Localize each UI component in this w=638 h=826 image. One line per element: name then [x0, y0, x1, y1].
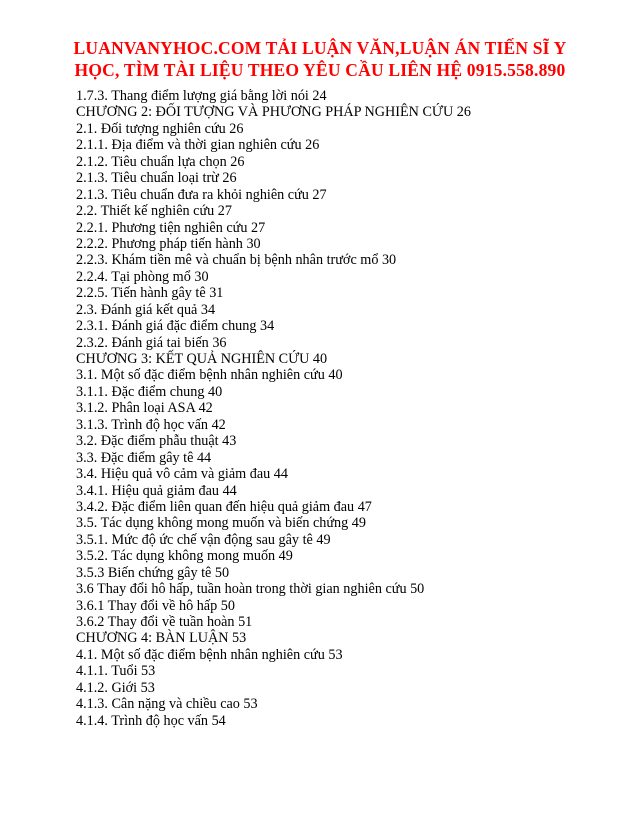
toc-entry: 3.1.2. Phân loại ASA 42	[76, 400, 213, 417]
toc-entry: 3.2. Đặc điểm phẫu thuật 43	[76, 433, 237, 450]
toc-entry: 1.7.3. Thang điểm lượng giá bằng lời nói 24	[76, 88, 327, 104]
toc-entry: 2.2.2. Phương pháp tiến hành 30	[76, 235, 261, 252]
toc-entry: 3.5. Tác dụng không mong muốn và biến chứng 49	[76, 515, 366, 532]
toc-entry: 3.6 Thay đổi hô hấp, tuần hoàn trong thời gian nghiên cứu 50	[76, 581, 425, 598]
toc-entry: 4.1.1. Tuổi 53	[76, 663, 156, 680]
toc-entry: 2.2.3. Khám tiền mê và chuẩn bị bệnh nhân trước mổ 30	[76, 252, 397, 269]
toc-entry: 2.2.1. Phương tiện nghiên cứu 27	[76, 219, 266, 236]
toc-entry: 3.6.1 Thay đổi về hô hấp 50	[76, 597, 235, 614]
toc-entry: 4.1.3. Cân nặng và chiều cao 53	[76, 696, 258, 713]
toc-entry: 2.2.5. Tiến hành gây tê 31	[76, 285, 224, 302]
toc-entry: CHƯƠNG 2: ĐỐI TƯỢNG VÀ PHƯƠNG PHÁP NGHIÊN CỨU 26	[76, 104, 471, 121]
toc-entry: 3.1.1. Đặc điểm chung 40	[76, 383, 223, 400]
toc-entry: 3.5.1. Mức độ ức chế vận động sau gây tê 49	[76, 531, 331, 548]
table-of-contents	[76, 88, 616, 729]
toc-entry: 2.1.2. Tiêu chuẩn lựa chọn 26	[76, 153, 245, 170]
toc-entry: 2.3. Đánh giá kết quả 34	[76, 301, 216, 318]
toc-entry: 3.5.2. Tác dụng không mong muốn 49	[76, 548, 293, 565]
toc-entry: 3.4.2. Đặc điểm liên quan đến hiệu quả giảm đau 47	[76, 498, 372, 515]
toc-entry: 4.1. Một số đặc điểm bệnh nhân nghiên cứu 53	[76, 646, 343, 663]
page-header	[40, 38, 600, 81]
toc-entry: 3.3. Đặc điểm gây tê 44	[76, 449, 212, 466]
toc-entry: 2.2.4. Tại phòng mổ 30	[76, 268, 209, 285]
toc-entry: 2.2. Thiết kế nghiên cứu 27	[76, 203, 232, 220]
toc-entry: 2.1.3. Tiêu chuẩn loại trừ 26	[76, 170, 237, 187]
toc-entry: 2.1.3. Tiêu chuẩn đưa ra khỏi nghiên cứu 27	[76, 186, 327, 203]
toc-entry: CHƯƠNG 4: BÀN LUẬN 53	[76, 630, 247, 647]
toc-entry: CHƯƠNG 3: KẾT QUẢ NGHIÊN CỨU 40	[76, 351, 328, 367]
toc-entry: 3.1. Một số đặc điểm bệnh nhân nghiên cứu 40	[76, 367, 343, 384]
toc-entry: 2.3.1. Đánh giá đặc điểm chung 34	[76, 318, 275, 335]
toc-entry: 3.6.2 Thay đổi về tuần hoàn 51	[76, 614, 253, 630]
toc-entry: 3.4. Hiệu quả vô cảm và giảm đau 44	[76, 466, 288, 483]
toc-entry: 4.1.2. Giới 53	[76, 679, 155, 696]
toc-entry: 3.5.3 Biến chứng gây tê 50	[76, 564, 230, 581]
header-line-2: HỌC, TÌM TÀI LIỆU THEO YÊU CẦU LIÊN HỆ 0915.558.890	[74, 59, 566, 80]
toc-entry: 3.1.3. Trình độ học vấn 42	[76, 416, 226, 433]
toc-entry: 2.1. Đối tượng nghiên cứu 26	[76, 120, 244, 137]
toc-entry: 2.1.1. Địa điểm và thời gian nghiên cứu 26	[76, 137, 320, 154]
toc-entry: 3.4.1. Hiệu quả giảm đau 44	[76, 482, 237, 499]
header-line-1: LUANVANYHOC.COM TẢI LUẬN VĂN,LUẬN ÁN TIẾN SĨ Y	[73, 38, 567, 58]
toc-entry: 4.1.4. Trình độ học vấn 54	[76, 712, 226, 729]
toc-entry: 2.3.2. Đánh giá tai biến 36	[76, 334, 227, 351]
